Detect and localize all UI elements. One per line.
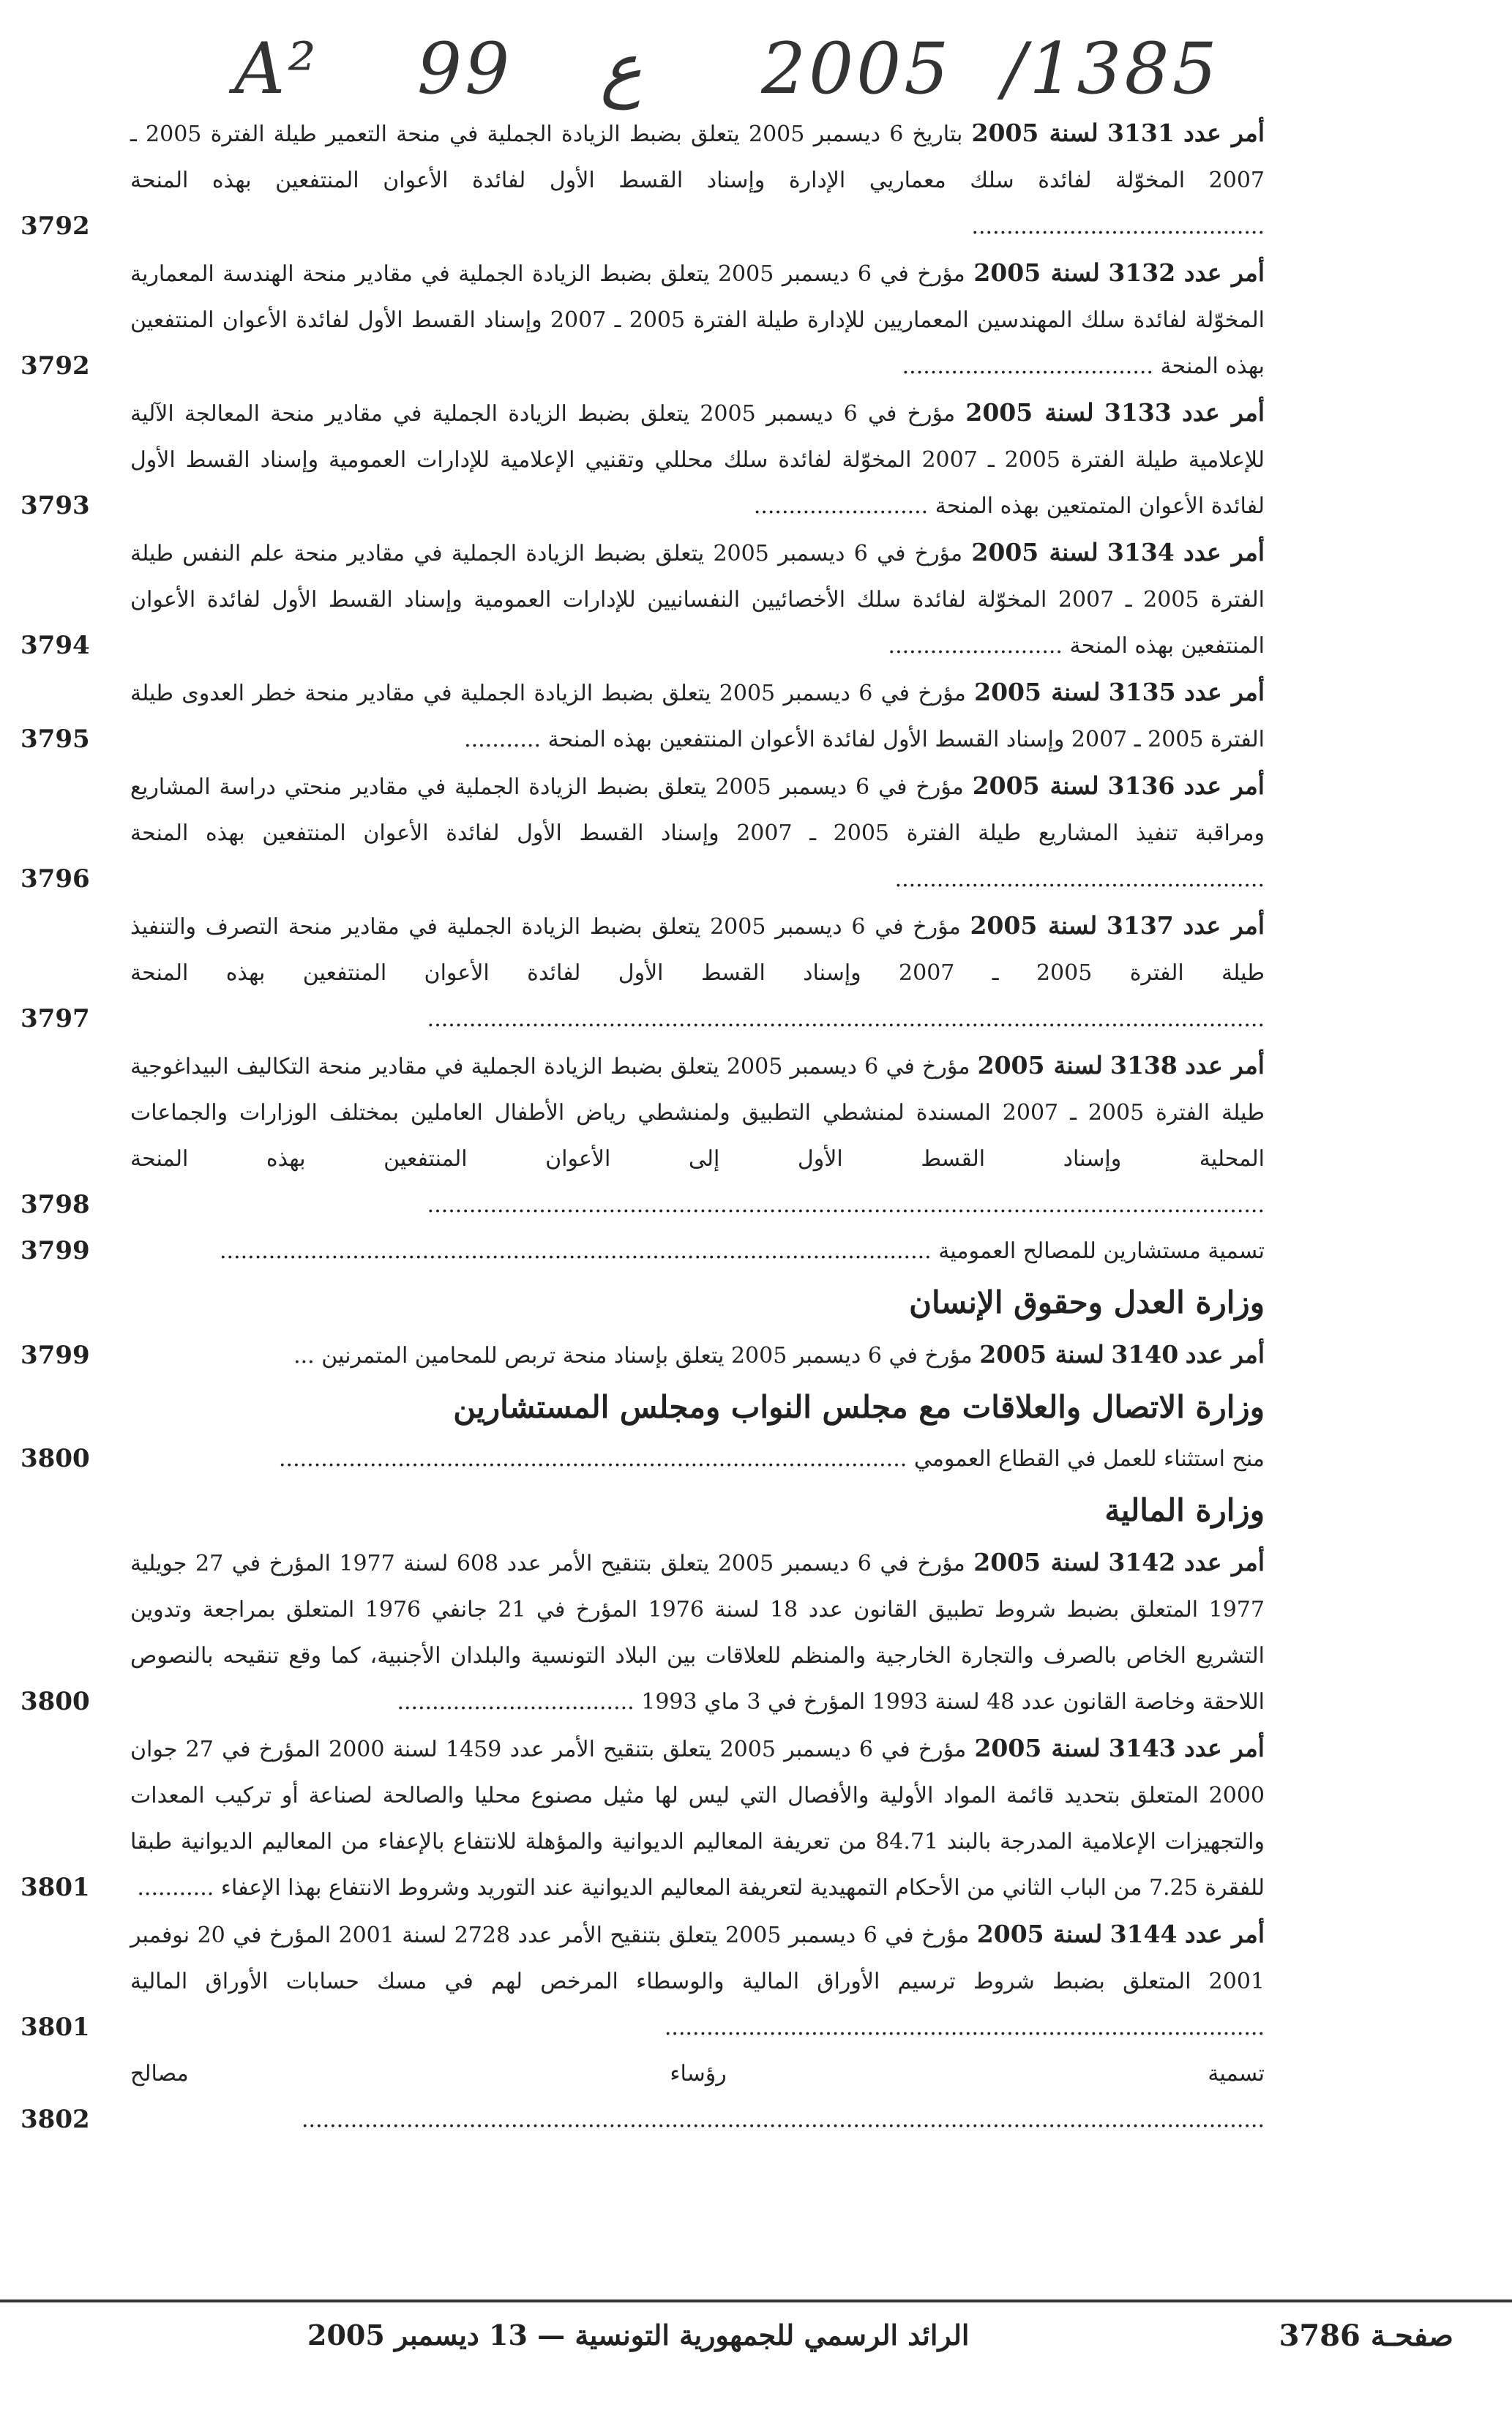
order-year: لسنة 2005 (976, 1920, 1103, 1948)
order-year: لسنة 2005 (974, 1734, 1101, 1762)
order-prefix: أمر عدد (1184, 1920, 1265, 1948)
leader-dots: .......................................................................................................................................... (302, 2107, 1265, 2133)
nomination-entry (20, 1228, 1265, 1274)
order-year: لسنة 2005 (977, 1051, 1103, 1079)
page-number: 3792 (20, 351, 90, 381)
decree-text: مؤرخ في 6 ديسمبر 2005 يتعلق بضبط الزيادة الجملية في مقادير منحة المعالجة الآلية للإعلامية طيلة الفترة 2005 ـ 2007 المخوّلة لفائدة سلك محللي وتقنيي الإعلامية للإدارات العمومية وإسناد القسط الأول لفائدة الأعوان المتمتعين بهذه المنحة (130, 401, 1265, 519)
order-number: 3134 (1107, 538, 1175, 566)
exemption-entry (20, 1436, 1265, 1482)
leader-dots: ........... (464, 727, 542, 752)
order-number: 3137 (1106, 911, 1174, 940)
decree-entry (20, 1725, 1265, 1911)
order-prefix: أمر عدد (1183, 771, 1265, 800)
page-number: 3793 (20, 491, 90, 520)
order-prefix: أمر عدد (1185, 1051, 1265, 1079)
order-year: لسنة 2005 (979, 1340, 1104, 1369)
page-number: 3798 (20, 1190, 90, 1219)
decree-text: مؤرخ في 6 ديسمبر 2005 يتعلق بتنقيح الأمر عدد 608 لسنة 1977 المؤرخ في 27 جويلية 1977 المتعلق بضبط شروط تطبيق القانون عدد 18 لسنة 1976 المؤرخ في 21 جانفي 1976 المتعلق بمراجعة وتدوين التشريع الخاص بالصرف والتجارة الخارجية والمنظم للعلاقات بين البلاد التونسية والبلدان الأجنبية، كما وقع تنقيحه بالنصوص اللاحقة وخاصة القانون عدد 48 لسنة 1993 المؤرخ في 3 ماي 1993 (130, 1551, 1265, 1715)
order-number: 3135 (1108, 678, 1176, 706)
order-year: لسنة 2005 (972, 771, 1099, 800)
order-year: لسنة 2005 (974, 678, 1101, 706)
leader-dots: ........... (137, 1875, 214, 1901)
ministry-heading-justice: وزارة العدل وحقوق الإنسان (909, 1284, 1265, 1320)
footer-page-label: صفحـة 3786 (1279, 2319, 1453, 2353)
page-number: 3801 (20, 1873, 90, 1902)
decree-text: مؤرخ في 6 ديسمبر 2005 يتعلق بضبط الزيادة الجملية في مقادير منحة خطر العدوى طيلة الفترة 2005 ـ 2007 وإسناد القسط الأول لفائدة الأعوان المنتفعين بهذه المنحة (130, 681, 1265, 752)
handwritten-part: A² (234, 28, 319, 110)
leader-dots: ..................................................... (894, 867, 1265, 892)
decree-entry (20, 389, 1265, 529)
order-number: 3132 (1108, 258, 1176, 287)
nomination-text: تسمية مستشارين للمصالح العمومية (938, 1238, 1265, 1264)
order-prefix: أمر عدد (1183, 678, 1265, 706)
decree-text: مؤرخ في 6 ديسمبر 2005 يتعلق بضبط الزيادة الجملية في مقادير منحة الهندسة المعمارية المخوّلة لفائدة سلك المهندسين المعماريين للإدارة طيلة الفترة 2005 ـ 2007 وإسناد القسط الأول لفائدة الأعوان المنتفعين بهذه المنحة (130, 261, 1265, 379)
leader-dots: ... (293, 1343, 315, 1369)
order-year: لسنة 2005 (973, 1548, 1100, 1576)
decree-entry (20, 250, 1265, 389)
decree-entry (20, 1331, 1265, 1379)
order-prefix: أمر عدد (1183, 538, 1265, 566)
order-prefix: أمر عدد (1184, 1734, 1265, 1762)
order-prefix: أمر عدد (1185, 1340, 1265, 1369)
decree-entry (20, 669, 1265, 763)
order-year: لسنة 2005 (971, 119, 1099, 147)
leader-dots: ......................... (888, 633, 1063, 659)
order-year: لسنة 2005 (973, 258, 1100, 287)
order-prefix: أمر عدد (1183, 258, 1265, 287)
page-number: 3795 (20, 725, 90, 754)
handwritten-part: 2005 (761, 28, 952, 110)
decree-text: بتاريخ 6 ديسمبر 2005 يتعلق بضبط الزيادة الجملية في منحة التعمير طيلة الفترة 2005 ـ 2007 المخوّلة لفائدة سلك معماريي الإدارة وإسناد القسط الأول لفائدة الأعوان المنتفعين بهذه المنحة (130, 121, 1265, 193)
page-footer (0, 2319, 1512, 2392)
order-prefix: أمر عدد (1183, 911, 1265, 940)
order-number: 3133 (1104, 398, 1172, 427)
page-number: 3797 (20, 1004, 90, 1033)
nomination-entry (20, 2051, 1265, 2143)
page-number: 3799 (20, 1341, 90, 1370)
decree-entry (20, 1539, 1265, 1725)
order-year: لسنة 2005 (971, 538, 1099, 566)
decree-text: مؤرخ في 6 ديسمبر 2005 يتعلق بضبط الزيادة الجملية في مقادير منحة التصرف والتنفيذ طيلة الفترة 2005 ـ 2007 وإسناد القسط الأول لفائدة الأعوان المنتفعين بهذه المنحة (130, 914, 1265, 986)
nomination-text: تسمية رؤساء مصالح (130, 2061, 1265, 2087)
leader-dots: ...................................................................................................... (220, 1238, 932, 1264)
order-prefix: أمر عدد (1183, 1548, 1265, 1576)
table-of-contents (20, 110, 1265, 2143)
page-number: 3796 (20, 864, 90, 894)
decree-text: مؤرخ في 6 ديسمبر 2005 يتعلق بإسناد منحة تربص للمحامين المتمرنين (321, 1343, 973, 1369)
order-year: لسنة 2005 (970, 911, 1098, 940)
handwritten-part: 99 (417, 28, 513, 110)
page-number: 3800 (20, 1687, 90, 1716)
leader-dots: ...................................................................................... (664, 2015, 1265, 2040)
handwritten-annotation (234, 13, 1259, 123)
decree-entry (20, 529, 1265, 669)
footer-rule (0, 2300, 1512, 2302)
order-number: 3138 (1110, 1051, 1178, 1079)
ministry-heading-communication: وزارة الاتصال والعلاقات مع مجلس النواب ومجلس المستشارين (453, 1389, 1265, 1425)
page-number: 3802 (20, 2105, 90, 2134)
exemption-text: منح استثناء للعمل في القطاع العمومي (913, 1446, 1265, 1472)
decree-entry (20, 1911, 1265, 2051)
decree-text: مؤرخ في 6 ديسمبر 2005 يتعلق بضبط الزيادة الجملية في مقادير منحتي دراسة المشاريع ومراقبة تنفيذ المشاريع طيلة الفترة 2005 ـ 2007 وإسناد القسط الأول لفائدة الأعوان المنتفعين بهذه المنحة (130, 774, 1265, 846)
order-number: 3144 (1109, 1920, 1178, 1948)
leader-dots: .......................................................................................... (279, 1446, 907, 1472)
decree-text: مؤرخ في 6 ديسمبر 2005 يتعلق بتنقيح الأمر عدد 1459 لسنة 2000 المؤرخ في 27 جوان 2000 المتعلق بتحديد قائمة المواد الأولية والأفصال التي ليس لها مثيل مصنوع محليا والصالحة لصناعة أو تركيب المعدات والتجهيزات الإعلامية المدرجة بالبند 84.71 من تعريفة المعاليم الديوانية والمؤهلة للانتفاع بالإعفاء من المعاليم الديوانية طبقا للفقرة 7.25 من الباب الثاني من الأحكام التمهيدية لتعريفة المعاليم الديوانية عند التوريد وشروط الانتفاع بهذا الإعفاء (130, 1737, 1265, 1901)
leader-dots: .................................. (397, 1689, 635, 1715)
order-prefix: أمر عدد (1182, 398, 1265, 427)
leader-dots: ........................................................................................................................ (427, 1006, 1265, 1032)
decree-text: مؤرخ في 6 ديسمبر 2005 يتعلق بتنقيح الأمر عدد 2728 لسنة 2001 المؤرخ في 20 نوفمبر 2001 المتعلق بضبط شروط ترسيم الأوراق المالية والوسطاء المرخص لهم في مسك حسابات الأوراق المالية (130, 1923, 1265, 1994)
leader-dots: ........................................................................................................................ (427, 1192, 1265, 1218)
order-year: لسنة 2005 (965, 398, 1094, 427)
page-number: 3800 (20, 1444, 90, 1473)
decree-entry (20, 763, 1265, 902)
ministry-heading-finance: وزارة المالية (1104, 1492, 1265, 1528)
page-number: 3792 (20, 212, 90, 241)
decree-text: مؤرخ في 6 ديسمبر 2005 يتعلق بضبط الزيادة الجملية في مقادير منحة التكاليف البيداغوجية طيلة الفترة 2005 ـ 2007 المسندة لمنشطي التطبيق ولمنشطي رياض الأطفال العاملين بمختلف الوزارات والجماعات المحلية وإسناد القسط الأول إلى الأعوان المنتفعين بهذه المنحة (130, 1054, 1265, 1172)
order-number: 3142 (1108, 1548, 1176, 1576)
handwritten-part: ع (600, 28, 643, 110)
decree-entry (20, 110, 1265, 250)
page-number: 3794 (20, 631, 90, 660)
decree-text: مؤرخ في 6 ديسمبر 2005 يتعلق بضبط الزيادة الجملية في مقادير منحة علم النفس طيلة الفترة 2005 ـ 2007 المخوّلة لفائدة سلك الأخصائيين النفسانيين للإدارات العمومية وإسناد القسط الأول لفائدة الأعوان المنتفعين بهذه المنحة (130, 541, 1265, 659)
leader-dots: .......................................... (971, 214, 1265, 239)
decree-entry (20, 1042, 1265, 1228)
leader-dots: ......................... (753, 493, 929, 519)
decree-entry (20, 902, 1265, 1042)
order-number: 3136 (1107, 771, 1175, 800)
page-number: 3801 (20, 2013, 90, 2042)
leader-dots: .................................... (902, 353, 1153, 379)
order-number: 3143 (1108, 1734, 1176, 1762)
order-number: 3131 (1107, 119, 1175, 147)
page-number: 3799 (20, 1236, 90, 1265)
order-number: 3140 (1111, 1340, 1179, 1369)
footer-journal-title: الرائد الرسمي للجمهورية التونسية — 13 ديسمبر 2005 (307, 2319, 970, 2351)
order-prefix: أمر عدد (1183, 119, 1265, 147)
handwritten-part: /1385 (1003, 28, 1220, 110)
